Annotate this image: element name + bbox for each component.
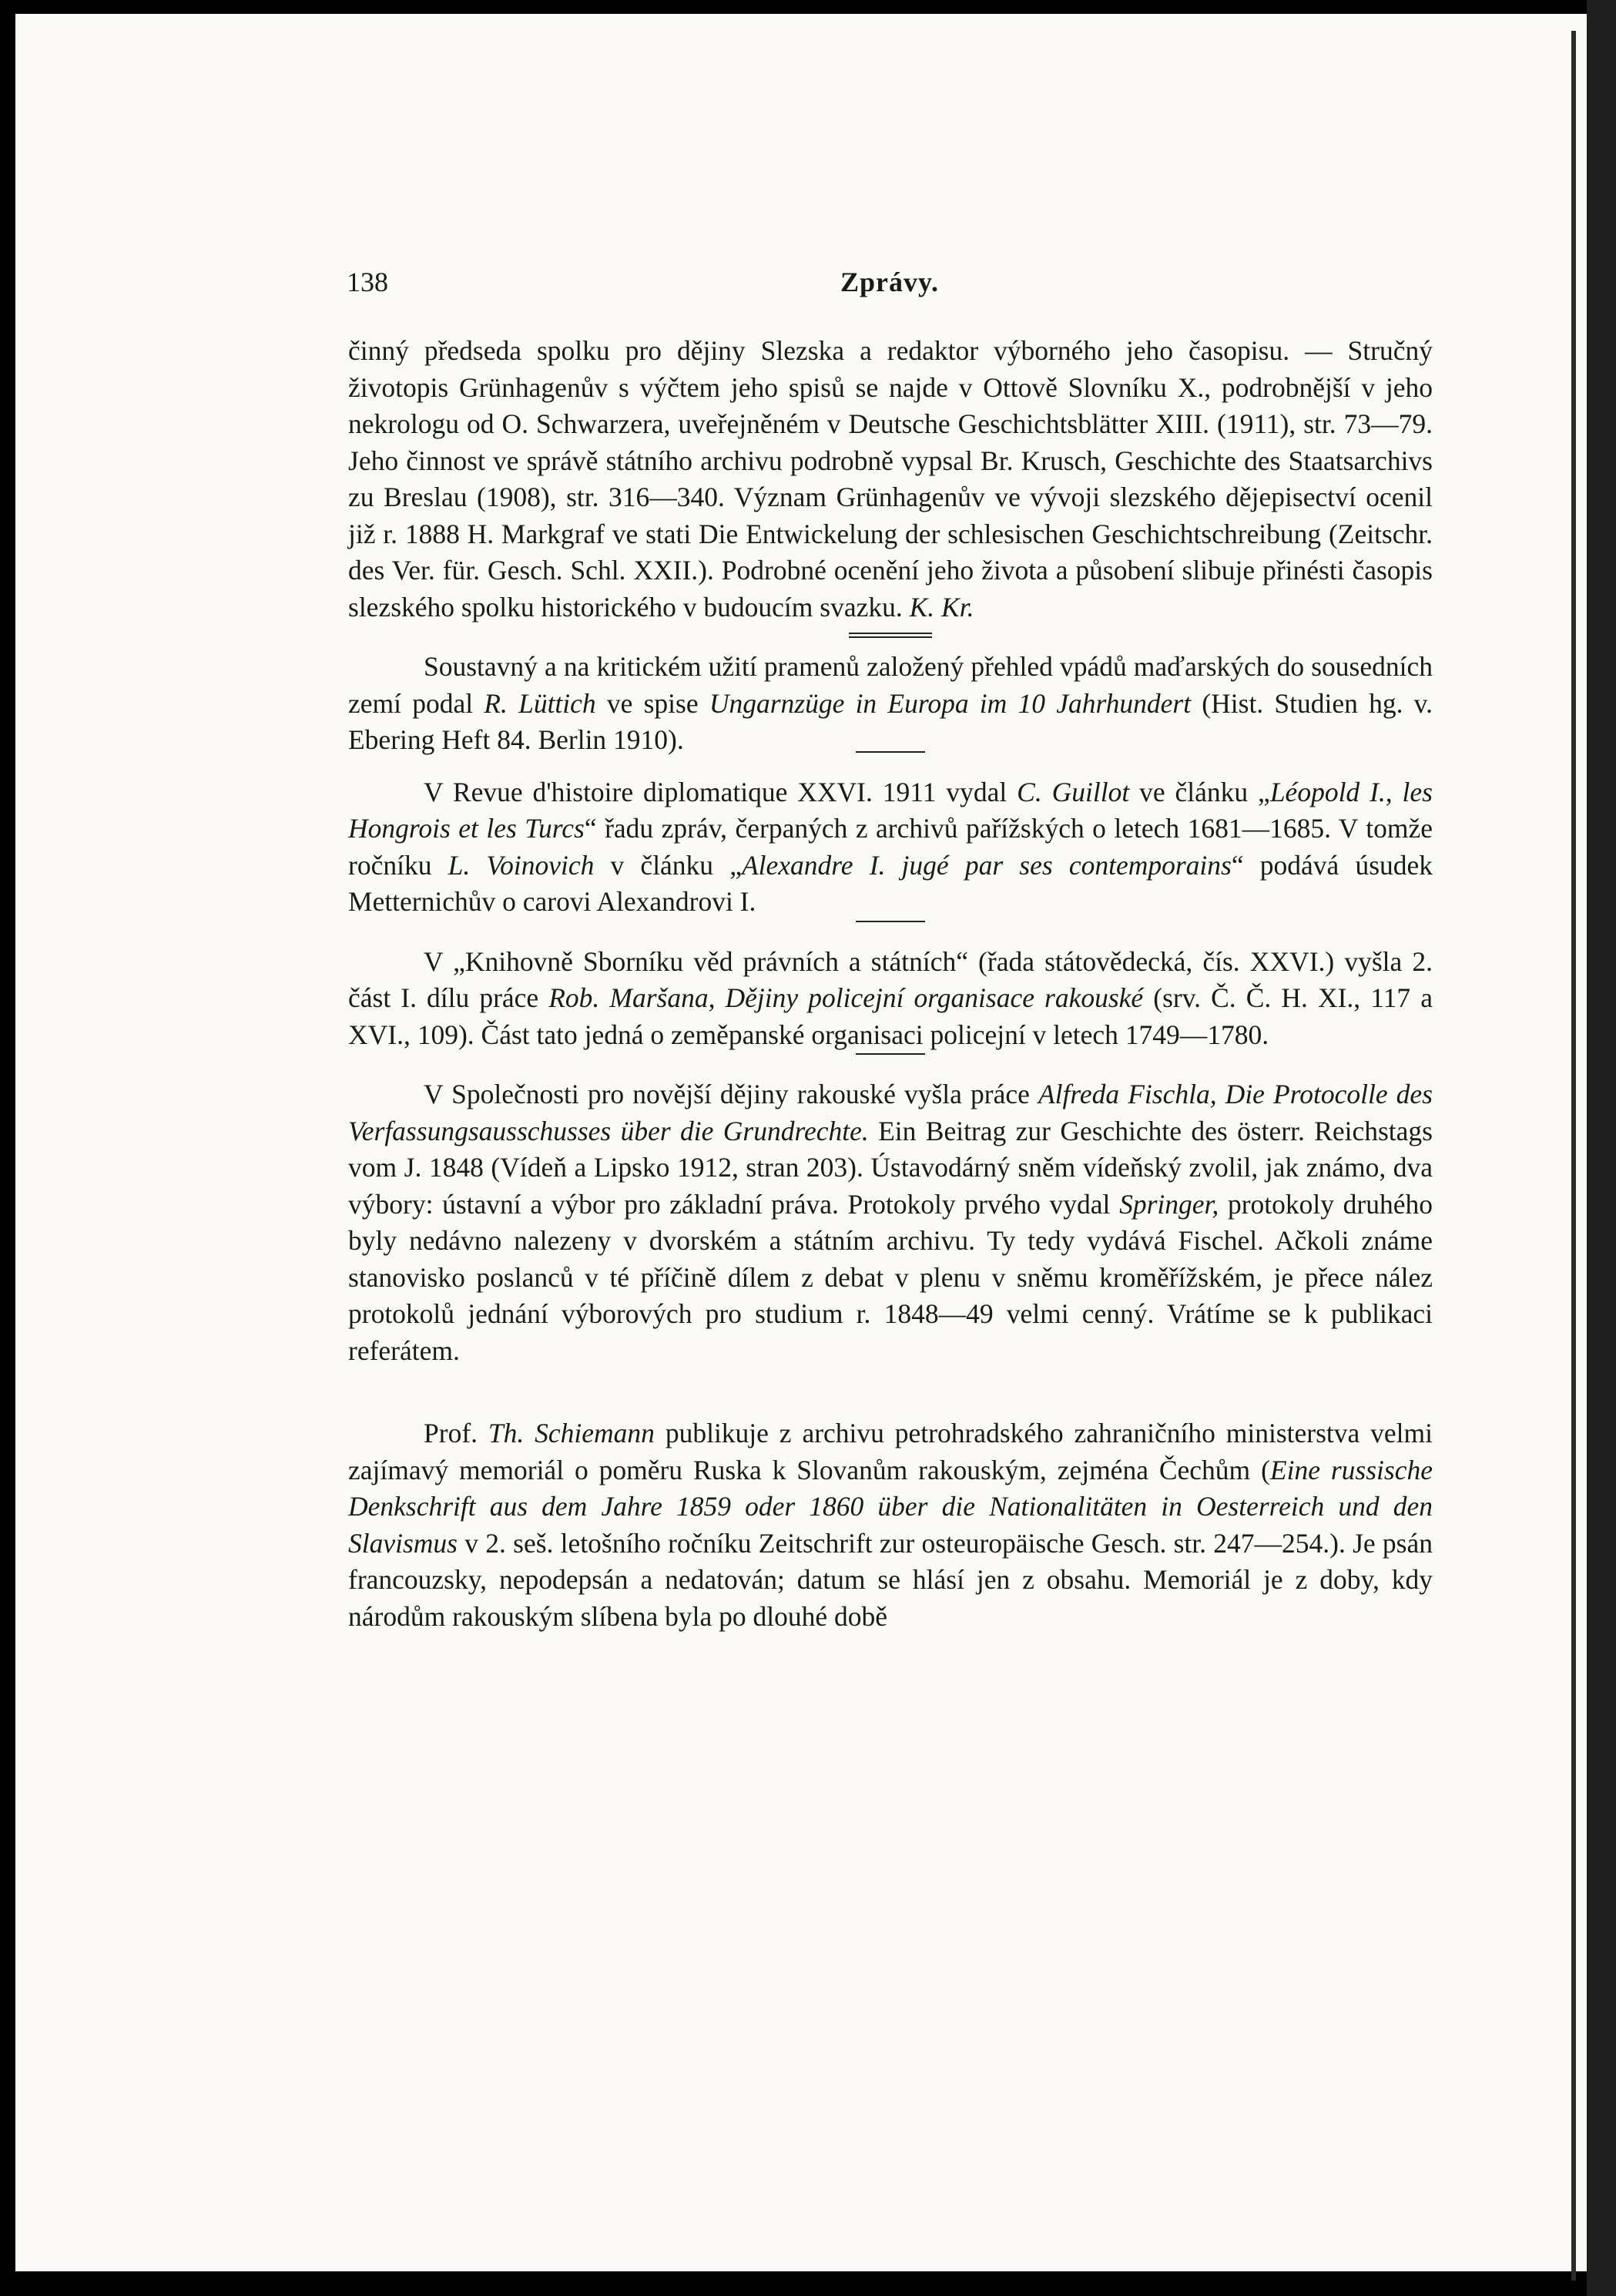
- paragraph-gap: [348, 1392, 1433, 1415]
- italic-run: Alfreda Fischla, Die Protocolle des Verfassungsausschusses über die Grundrechte.: [348, 1079, 1433, 1146]
- italic-run: Ungarnzüge in Europa im 10 Jahrhundert: [709, 687, 1192, 719]
- italic-run: R. Lüttich: [484, 687, 596, 719]
- text-run: “ řadu zpráv, čerpaných z archivů pařížských o letech 1681—1685. V tomže ročníku: [348, 813, 1433, 881]
- text-run: ve spise: [595, 687, 709, 719]
- text-run: V Revue d'histoire diplomatique XXVI. 1911 vydal: [424, 776, 1018, 807]
- italic-run: Springer,: [1119, 1188, 1219, 1220]
- paragraph-gap: [348, 1369, 1433, 1392]
- body-text: [348, 333, 1433, 1635]
- text-run: činný předseda spolku pro dějiny Slezska a redaktor výborného jeho časopisu. — Stručný životopis Grünhagenův s výčtem jeho spisů se najde v Ottově Slovníku X., podrobnější v jeho nekrologu od O. Schwarzera, uveřejněném v Deutsche Geschichtsblätter XIII. (1911), str. 73—79. Jeho činnost ve správě státního archivu podrobně vypsal Br. Krusch, Geschichte des Staatsarchivs zu Breslau (1908), str. 316—340. Význam Grünhagenův ve vývoji slezského dějepisectví ocenil již r. 1888 H. Markgraf ve stati Die Entwickelung der schlesischen Geschichtschreibung (Zeitschr. des Ver. für. Gesch. Schl. XXII.). Podrobné ocenění jeho života a působení slibuje přinésti časopis slezského spolku historického v budoucím svazku.: [348, 335, 1433, 623]
- text-run: ve článku „: [1129, 776, 1270, 807]
- rule-divider: [856, 921, 925, 922]
- text-run: Prof.: [424, 1418, 488, 1448]
- italic-run: L. Voinovich: [448, 849, 595, 881]
- paragraph: [348, 649, 1433, 759]
- italic-run: K. Kr.: [909, 591, 974, 623]
- text-run: v článku „: [594, 849, 742, 881]
- rule-divider: [856, 1053, 925, 1055]
- text-run: (Hist. Studien hg. v. Ebering Heft 84. Berlin 1910).: [348, 687, 1433, 755]
- paragraph: [348, 333, 1433, 626]
- running-head: Zprávy.: [840, 267, 940, 297]
- italic-run: Eine russische Denkschrift aus dem Jahre 1859 oder 1860 über die Nationalitäten in Oesterreich und den Slavismus: [348, 1454, 1433, 1559]
- text-run: Ein Beitrag zur Geschichte des österr. Reichstags vom J. 1848 (Vídeň a Lipsko 1912, stran 203). Ústavodárný sněm vídeňský zvolil, jak známo, dva výbory: ústavní a výbor pro základní práva. Protokoly prvého vydal: [348, 1115, 1433, 1220]
- text-run: protokoly druhého byly nedávno nalezeny v dvorském a státním archivu. Ty tedy vydává Fischel. Ačkoli známe stanovisko poslanců v té příčině dílem z debat v plenu v sněmu kroměřížském, je přece nález protokolů jednání výborových pro studium r. 1848—49 velmi cenný. Vrátíme se k publikaci referátem.: [348, 1188, 1433, 1366]
- italic-run: C. Guillot: [1017, 776, 1130, 807]
- text-run: publikuje z archivu petrohradského zahraničního ministerstva velmi zajímavý memoriál o poměru Ruska k Slovanům rakouským, zejména Čechům (: [348, 1418, 1433, 1485]
- italic-run: Léopold I., les Hongrois et les Turcs: [348, 776, 1433, 844]
- text-run: v 2. seš. letošního ročníku Zeitschrift zur osteuropäische Gesch. str. 247—254.). Je psán francouzsky, nepodepsán a nedatován; datum se hlásí jen z obsahu. Memoriál je z doby, kdy národům rakouským slíbena byla po dlouhé době: [348, 1527, 1433, 1632]
- rule-divider: [856, 751, 925, 753]
- binding-edge: [1587, 0, 1616, 2296]
- double-rule-divider: [849, 633, 932, 638]
- text-run: Soustavný a na kritickém užití pramenů založený přehled vpádů maďarských do sousedních zemí podal: [348, 651, 1433, 719]
- page-header: [347, 266, 1433, 304]
- text-run: “ podává úsudek Metternichův o carovi Alexandrovi I.: [348, 849, 1433, 917]
- text-run: V Společnosti pro novější dějiny rakouské vyšla práce: [424, 1079, 1038, 1109]
- binding-shadow: [1571, 31, 1576, 2281]
- text-run: V „Knihovně Sborníku věd právních a státních“ (řada státovědecká, čís. XXVI.) vyšla 2. část I. dílu práce: [348, 945, 1433, 1013]
- paragraph: [348, 774, 1433, 921]
- paragraph: [348, 1076, 1433, 1369]
- text-run: (srv. Č. Č. H. XI., 117 a XVI., 109). Část tato jedná o zeměpanské organisaci policejní v letech 1749—1780.: [348, 982, 1433, 1050]
- italic-run: Alexandre I. jugé par ses contemporains: [741, 849, 1232, 881]
- italic-run: Rob. Maršana, Dějiny policejní organisace rakouské: [548, 982, 1144, 1013]
- paragraph: [348, 1415, 1433, 1635]
- paragraph: [348, 944, 1433, 1054]
- page-number: 138: [347, 267, 388, 297]
- italic-run: Th. Schiemann: [488, 1418, 655, 1448]
